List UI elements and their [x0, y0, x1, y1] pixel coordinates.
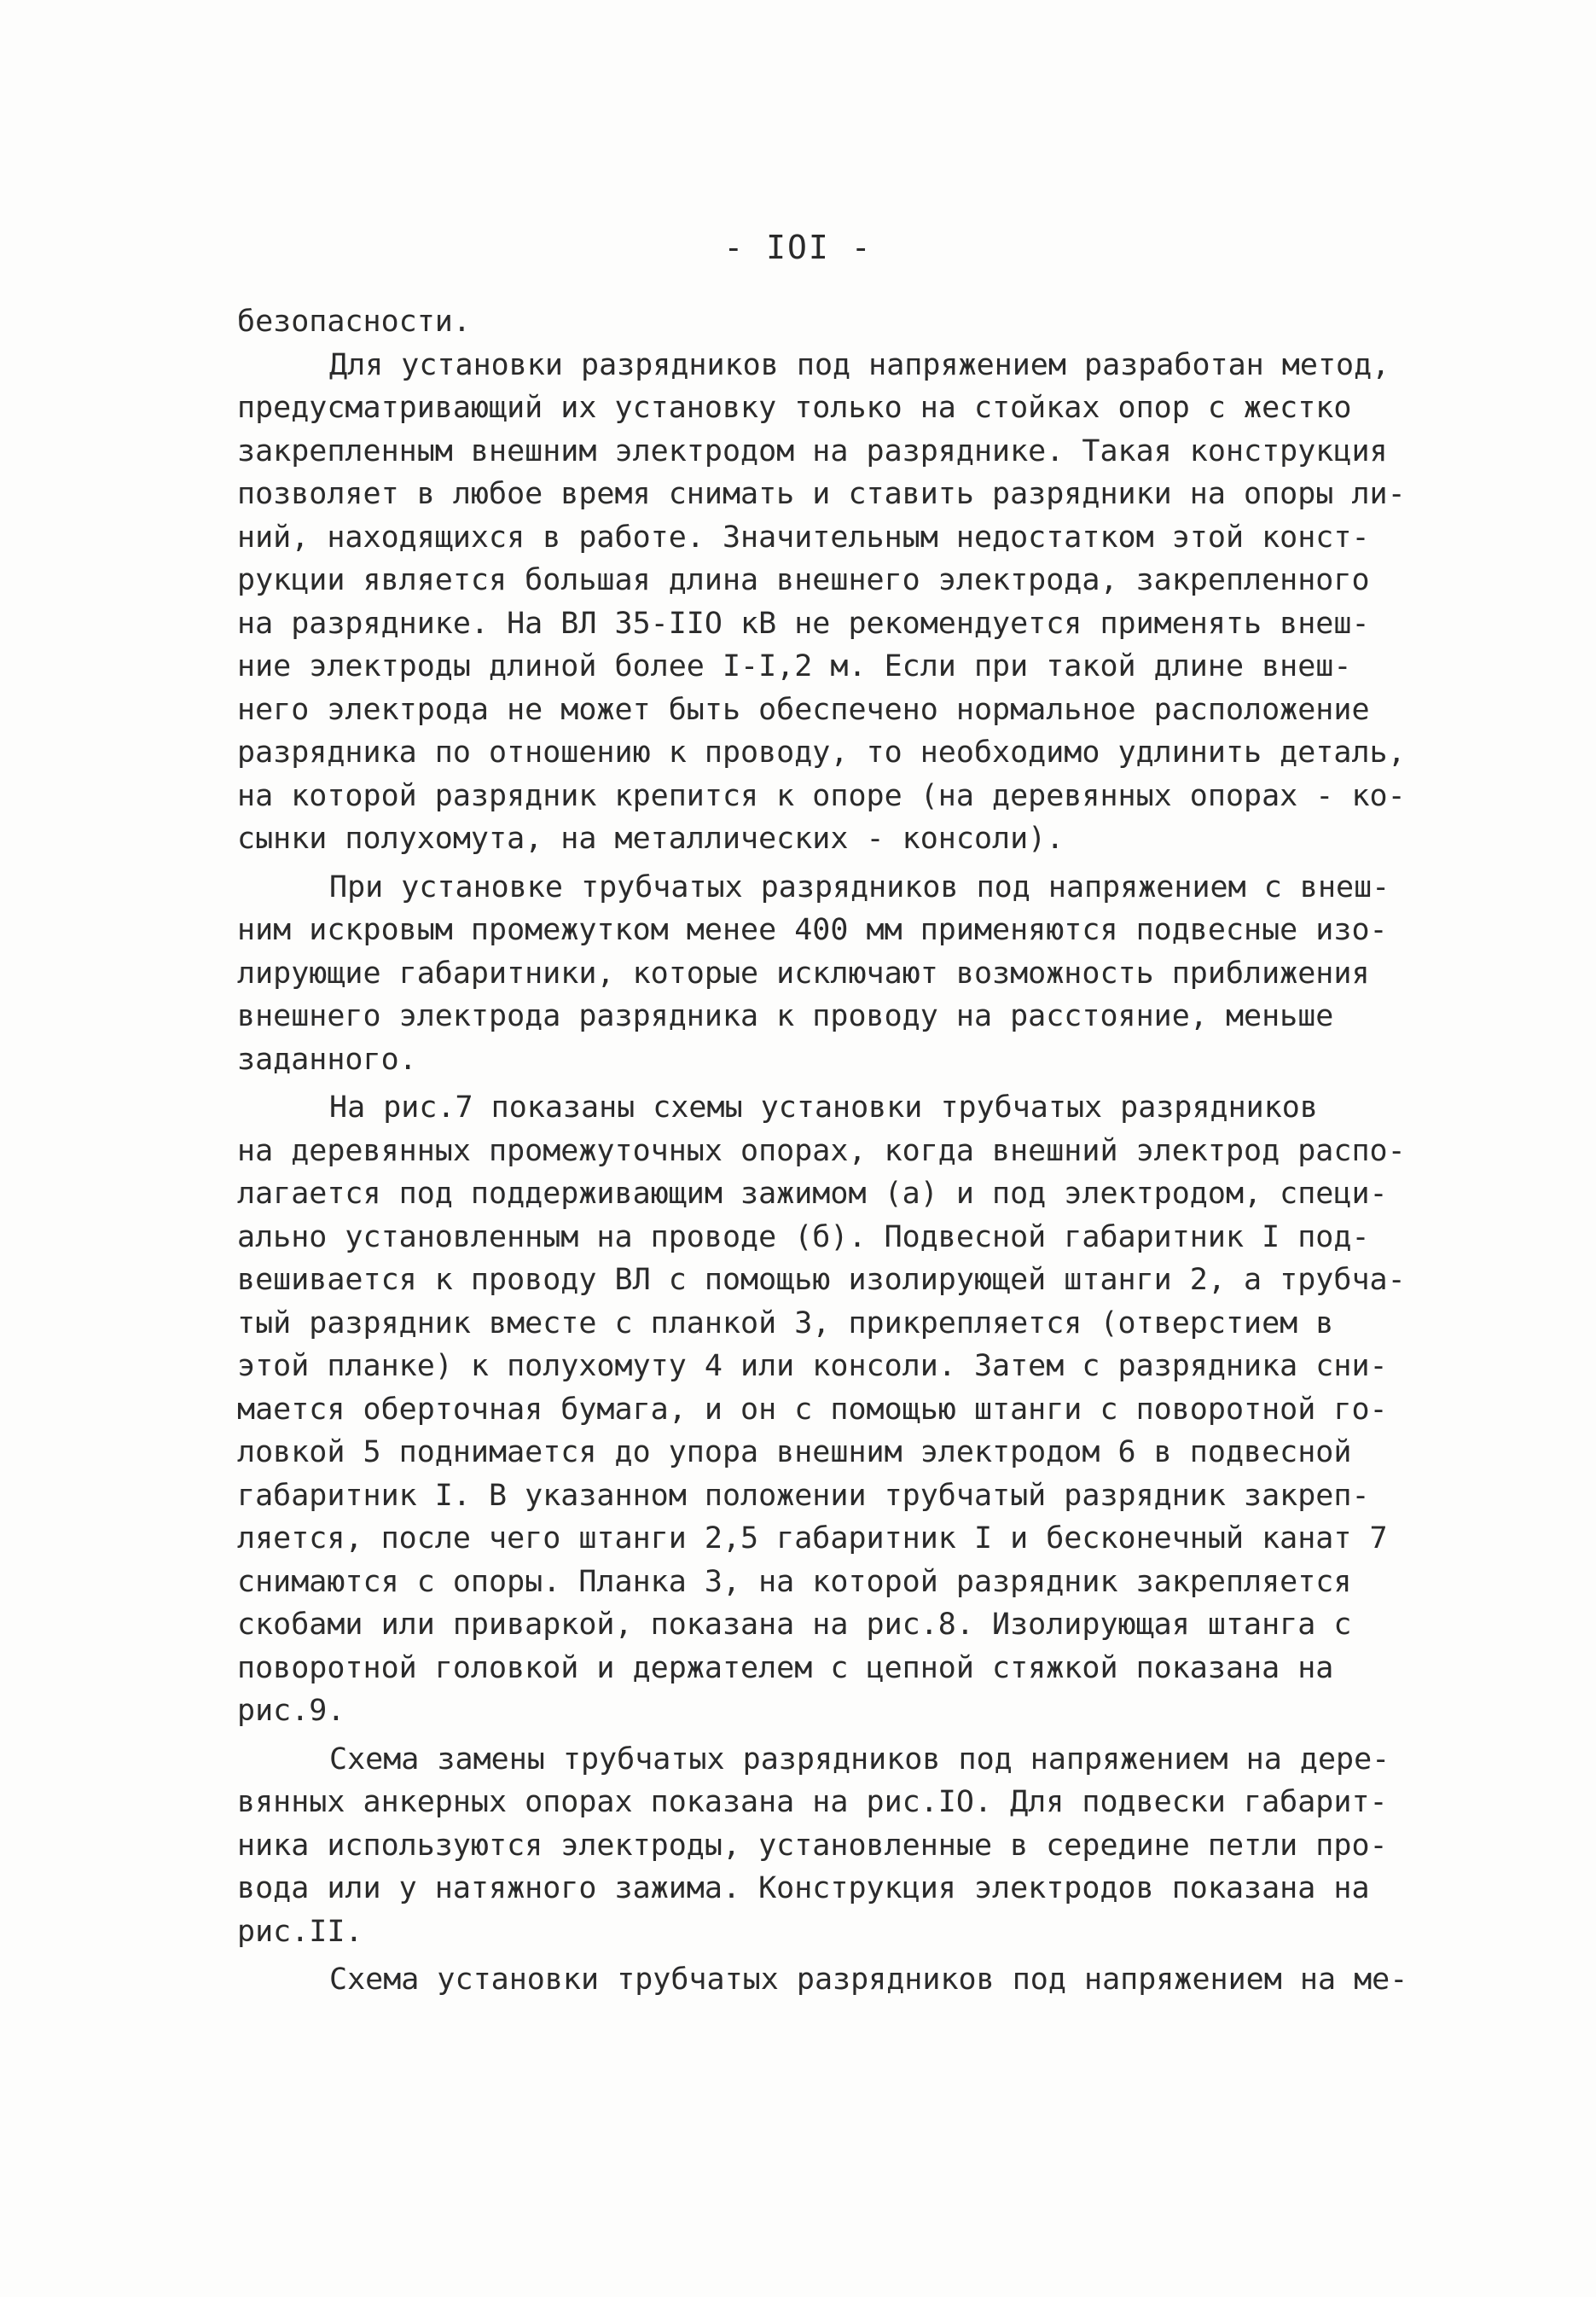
text-line: габаритник I. В указанном положении трубчатый разрядник закреп- — [237, 1478, 1370, 1513]
text-line: на которой разрядник крепится к опоре (на деревянных опорах - ко- — [237, 778, 1406, 813]
text-line: Схема замены трубчатых разрядников под напряжением на дере- — [329, 1742, 1390, 1777]
text-line: Для установки разрядников под напряжением разработан метод, — [329, 347, 1390, 382]
text-line: ний, находящихся в работе. Значительным недостатком этой конст- — [237, 520, 1370, 555]
text-line: вешивается к проводу ВЛ с помощью изолирующей штанги 2, а трубча- — [237, 1263, 1406, 1297]
text-line: этой планке) к полухомуту 4 или консоли. Затем с разрядника сни- — [237, 1349, 1388, 1383]
paragraph — [237, 1958, 1431, 2002]
text-line: мается оберточная бумага, и он с помощью штанги с поворотной го- — [237, 1392, 1388, 1427]
text-line: позволяет в любое время снимать и ставить разрядники на опоры ли- — [237, 477, 1406, 511]
text-line: На рис.7 показаны схемы установки трубчатых разрядников — [329, 1090, 1318, 1125]
text-line: поворотной головкой и держателем с цепной стяжкой показана на — [237, 1650, 1334, 1685]
text-line: снимаются с опоры. Планка 3, на которой разрядник закрепляется — [237, 1564, 1352, 1599]
text-line: лирующие габаритники, которые исключают возможность приближения — [237, 956, 1370, 991]
text-line: заданного. — [237, 1042, 417, 1077]
text-line: ника используются электроды, установленные в середине петли про- — [237, 1828, 1388, 1863]
text-line: ние электроды длиной более I-I,2 м. Если при такой длине внеш- — [237, 649, 1352, 683]
paragraph — [237, 344, 1431, 861]
text-line: него электрода не может быть обеспечено нормальное расположение — [237, 692, 1370, 727]
text-line: рис.9. — [237, 1694, 345, 1728]
text-line: рис.II. — [237, 1914, 363, 1949]
text-line: внешнего электрода разрядника к проводу на расстояние, меньше — [237, 999, 1334, 1033]
text-line: на разряднике. На ВЛ 35-IIO кВ не рекомендуется применять внеш- — [237, 606, 1370, 641]
text-line: Схема установки трубчатых разрядников под напряжением на ме- — [329, 1963, 1408, 1997]
page-number: - IOI - — [723, 229, 873, 266]
text-line: безопасности. — [237, 305, 471, 339]
text-line: разрядника по отношению к проводу, то необходимо удлинить деталь, — [237, 736, 1406, 770]
text-line: на деревянных промежуточных опорах, когда внешний электрод распо- — [237, 1133, 1406, 1168]
text-line: вода или у натяжного зажима. Конструкция электродов показана на — [237, 1871, 1370, 1905]
text-line: ально установленным на проводе (б). Подвесной габаритник I под- — [237, 1219, 1370, 1254]
paragraph — [237, 1086, 1431, 1733]
text-line: рукции является большая длина внешнего электрода, закрепленного — [237, 563, 1370, 597]
text-line: сынки полухомута, на металлических - консоли). — [237, 822, 1065, 856]
text-line: ним искровым промежутком менее 400 мм применяются подвесные изо- — [237, 913, 1388, 947]
text-line: лагается под поддерживающим зажимом (а) и под электродом, специ- — [237, 1177, 1388, 1211]
paragraph — [237, 866, 1431, 1082]
text-line: вянных анкерных опорах показана на рис.IO. Для подвески габарит- — [237, 1785, 1388, 1819]
text-line: При установке трубчатых разрядников под напряжением с внеш- — [329, 869, 1390, 904]
text-line: ляется, после чего штанги 2,5 габаритник I и бесконечный канат 7 — [237, 1521, 1388, 1556]
paragraph — [237, 1738, 1431, 1954]
body-text — [237, 300, 1431, 2002]
text-line: предусматривающий их установку только на стойках опор с жестко — [237, 391, 1352, 425]
paragraph — [237, 300, 1431, 344]
text-line: ловкой 5 поднимается до упора внешним электродом 6 в подвесной — [237, 1435, 1352, 1469]
text-line: тый разрядник вместе с планкой 3, прикрепляется (отверстием в — [237, 1306, 1334, 1340]
text-line: скобами или приваркой, показана на рис.8. Изолирующая штанга с — [237, 1608, 1352, 1642]
text-line: закрепленным внешним электродом на разряднике. Такая конструкция — [237, 433, 1388, 468]
